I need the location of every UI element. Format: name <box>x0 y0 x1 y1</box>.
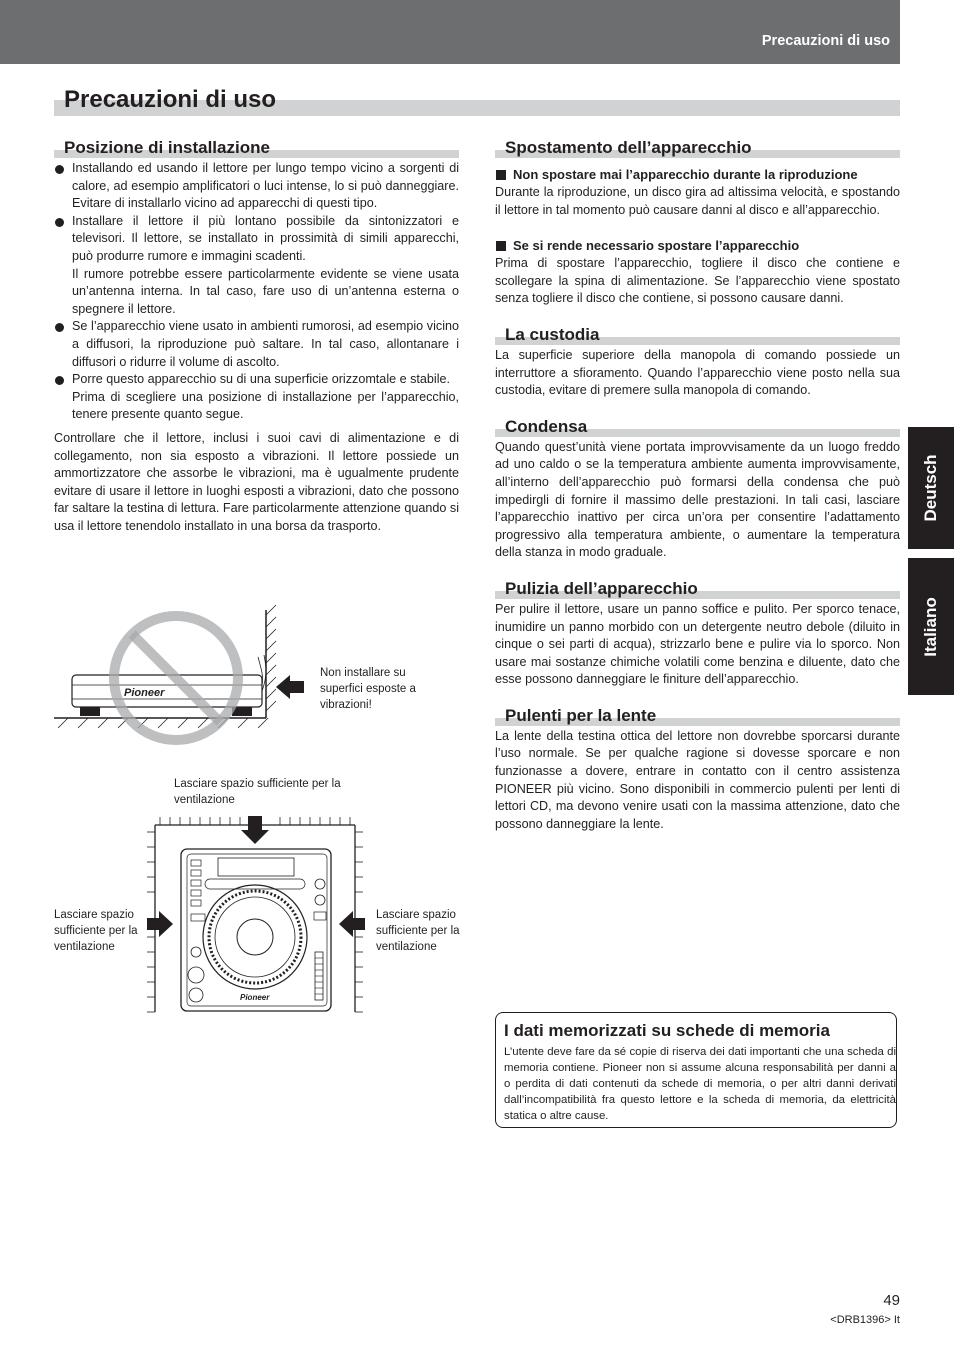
list-item: Se l’apparecchio viene usato in ambienti rumorosi, ad esempio vicino a diffusori, la riproduzione può saltare. In tal caso, allontanare i diffusori o ridurre il volume di ascolto. <box>54 318 459 371</box>
brand-logo: Pioneer <box>240 993 270 1002</box>
tab-italiano[interactable]: Italiano <box>908 558 954 695</box>
page-title: Precauzioni di uso <box>64 86 277 113</box>
heading-spostamento: Spostamento dell’apparecchio <box>505 138 752 157</box>
section-heading <box>495 704 900 726</box>
caption-ventilation-left: Lasciare spazio sufficiente per la ventilazione <box>54 909 138 953</box>
header-bar <box>0 0 900 64</box>
vibration-paragraph: Controllare che il lettore, inclusi i suoi cavi di alimentazione e di collegamento, non sia esposto a vibrazioni. Il lettore possiede un ammortizzatore che assorbe le vibrazioni, ma è ugualmente prudente evitare di usare il lettore in luoghi esposti a vibrazioni, dato che possono far saltare la testina di lettura. Fare particolarmente attenzione quando si usa il lettore tenendolo installato in una borsa da trasporto. <box>54 430 459 533</box>
arrow-left-icon <box>339 911 365 937</box>
caption-ventilation-right: Lasciare spazio sufficiente per la ventilazione <box>376 909 460 953</box>
heading-lente: Pulenti per la lente <box>505 705 657 725</box>
list-item: Installando ed usando il lettore per lungo tempo vicino a sorgenti di calore, ad esempio amplificatori o luci intense, lo si può danneggiare. Evitare di installarlo vicino ad apparecchi di questi tipo. <box>54 160 459 213</box>
doc-code: <DRB1396> It <box>830 1314 900 1326</box>
heading-custodia: La custodia <box>505 324 600 344</box>
bullet-list <box>54 160 459 424</box>
section-heading <box>495 323 900 345</box>
subheading: Non spostare mai l’apparecchio durante la riproduzione <box>495 166 900 184</box>
running-title: Precauzioni di uso <box>761 33 890 49</box>
arrow-down-icon <box>241 816 269 844</box>
section-heading <box>54 136 459 158</box>
heading-condensa: Condensa <box>505 416 588 436</box>
paragraph: Durante la riproduzione, un disco gira ad altissima velocità, e spostando il lettore in tal momento può causare danni al disco e all’apparecchio. <box>495 185 900 217</box>
page-number: 49 <box>883 1292 900 1309</box>
ventilation-figure <box>145 812 375 1022</box>
memory-card-notice <box>495 1012 897 1128</box>
heading-pulizia: Pulizia dell’apparecchio <box>505 578 698 598</box>
paragraph: Quando quest’unità viene portata improvvisamente da un luogo freddo ad uno caldo o se la temperatura ambiente aumenta improvvisamente, all’interno dell’apparecchio può formarsi della condensa che può impedirgli di fornire il massimo delle prestazioni. In tali casi, lasciare l’apparecchio inattivo per circa un’ora per consentire l’adattamento progressivo alla temperatura ambiente, o aumentare la temperatura della stanza in modo graduale. <box>495 439 900 560</box>
tab-deutsch[interactable]: Deutsch <box>908 427 954 549</box>
memory-text: L’utente deve fare da sé copie di riserva dei dati importanti che una scheda di memoria contiene. Pioneer non si assume alcuna responsabilità per danni a o perdita di dati contenuti da schede di memoria, o per altri danni derivati dall’incompatibilità fra questo lettore e la scheda di memoria, da elettricità statica o altre cause. <box>504 1046 896 1122</box>
arrow-icon <box>276 675 304 699</box>
section-heading <box>495 136 900 158</box>
caption-vibration: Non installare su superfici esposte a vibrazioni! <box>320 667 416 711</box>
subheading: Se si rende necessario spostare l’apparecchio <box>495 237 900 255</box>
paragraph: La lente della testina ottica del lettore non dovrebbe sporcarsi durante l’uso normale. Se per qualche ragione si dovesse sporcare e non funzionasse a dovere, entrare in contatto con il centro assistenza PIONEER più vicino. Sono disponibili in commercio pulenti per lenti di lettori CD, ma devono venire usati con la massima attenzione, dato che possono danneggiare la lente. <box>495 728 900 831</box>
section-heading <box>495 577 900 599</box>
list-item: Installare il lettore il più lontano possibile da sintonizzatori e televisori. Il lettore, se installato in prossimità di simili apparecchi, può produrre rumore e immagini scadenti. Il rumore potrebbe essere particolarmente evidente se viene usata un’antenna interna. In tal caso, fare uso di un’antenna esterna o spegnere il lettore. <box>54 213 459 319</box>
brand-logo: Pioneer <box>124 687 165 699</box>
vibration-figure <box>54 605 304 755</box>
paragraph: Prima di spostare l’apparecchio, togliere il disco che contiene e scollegare la spina di alimentazione. Se l’apparecchio viene spostato senza togliere il disco che contiene, si possono causare danni. <box>495 256 900 306</box>
caption-ventilation-top: Lasciare spazio sufficiente per la ventilazione <box>174 778 341 806</box>
memory-heading: I dati memorizzati su schede di memoria <box>504 1021 830 1040</box>
heading-installazione: Posizione di installazione <box>64 138 270 157</box>
left-column <box>54 136 459 535</box>
paragraph: Per pulire il lettore, usare un panno soffice e pulito. Per sporco tenace, inumidire un panno morbido con un detergente neutro debole (diluito in cinque o sei parti di acqua), strizzarlo bene e pulire via lo sporco. Non usare mai sostanze chimiche volatili come benzina e diluente, dato che esse possono danneggiare le finiture dell’apparecchio. <box>495 601 900 687</box>
list-item: Porre questo apparecchio su di una superficie orizzomtale e stabile. Prima di scegliere una posizione di installazione per l’apparecchio, tenere presente quanto segue. <box>54 371 459 424</box>
paragraph: La superficie superiore della manopola di comando possiede un interruttore a sfioramento. Quando l’apparecchio viene posto nella sua custodia, evitare di premere sulla manopola di comando. <box>495 347 900 398</box>
section-heading <box>495 415 900 437</box>
arrow-right-icon <box>147 911 173 937</box>
right-column <box>495 136 900 833</box>
